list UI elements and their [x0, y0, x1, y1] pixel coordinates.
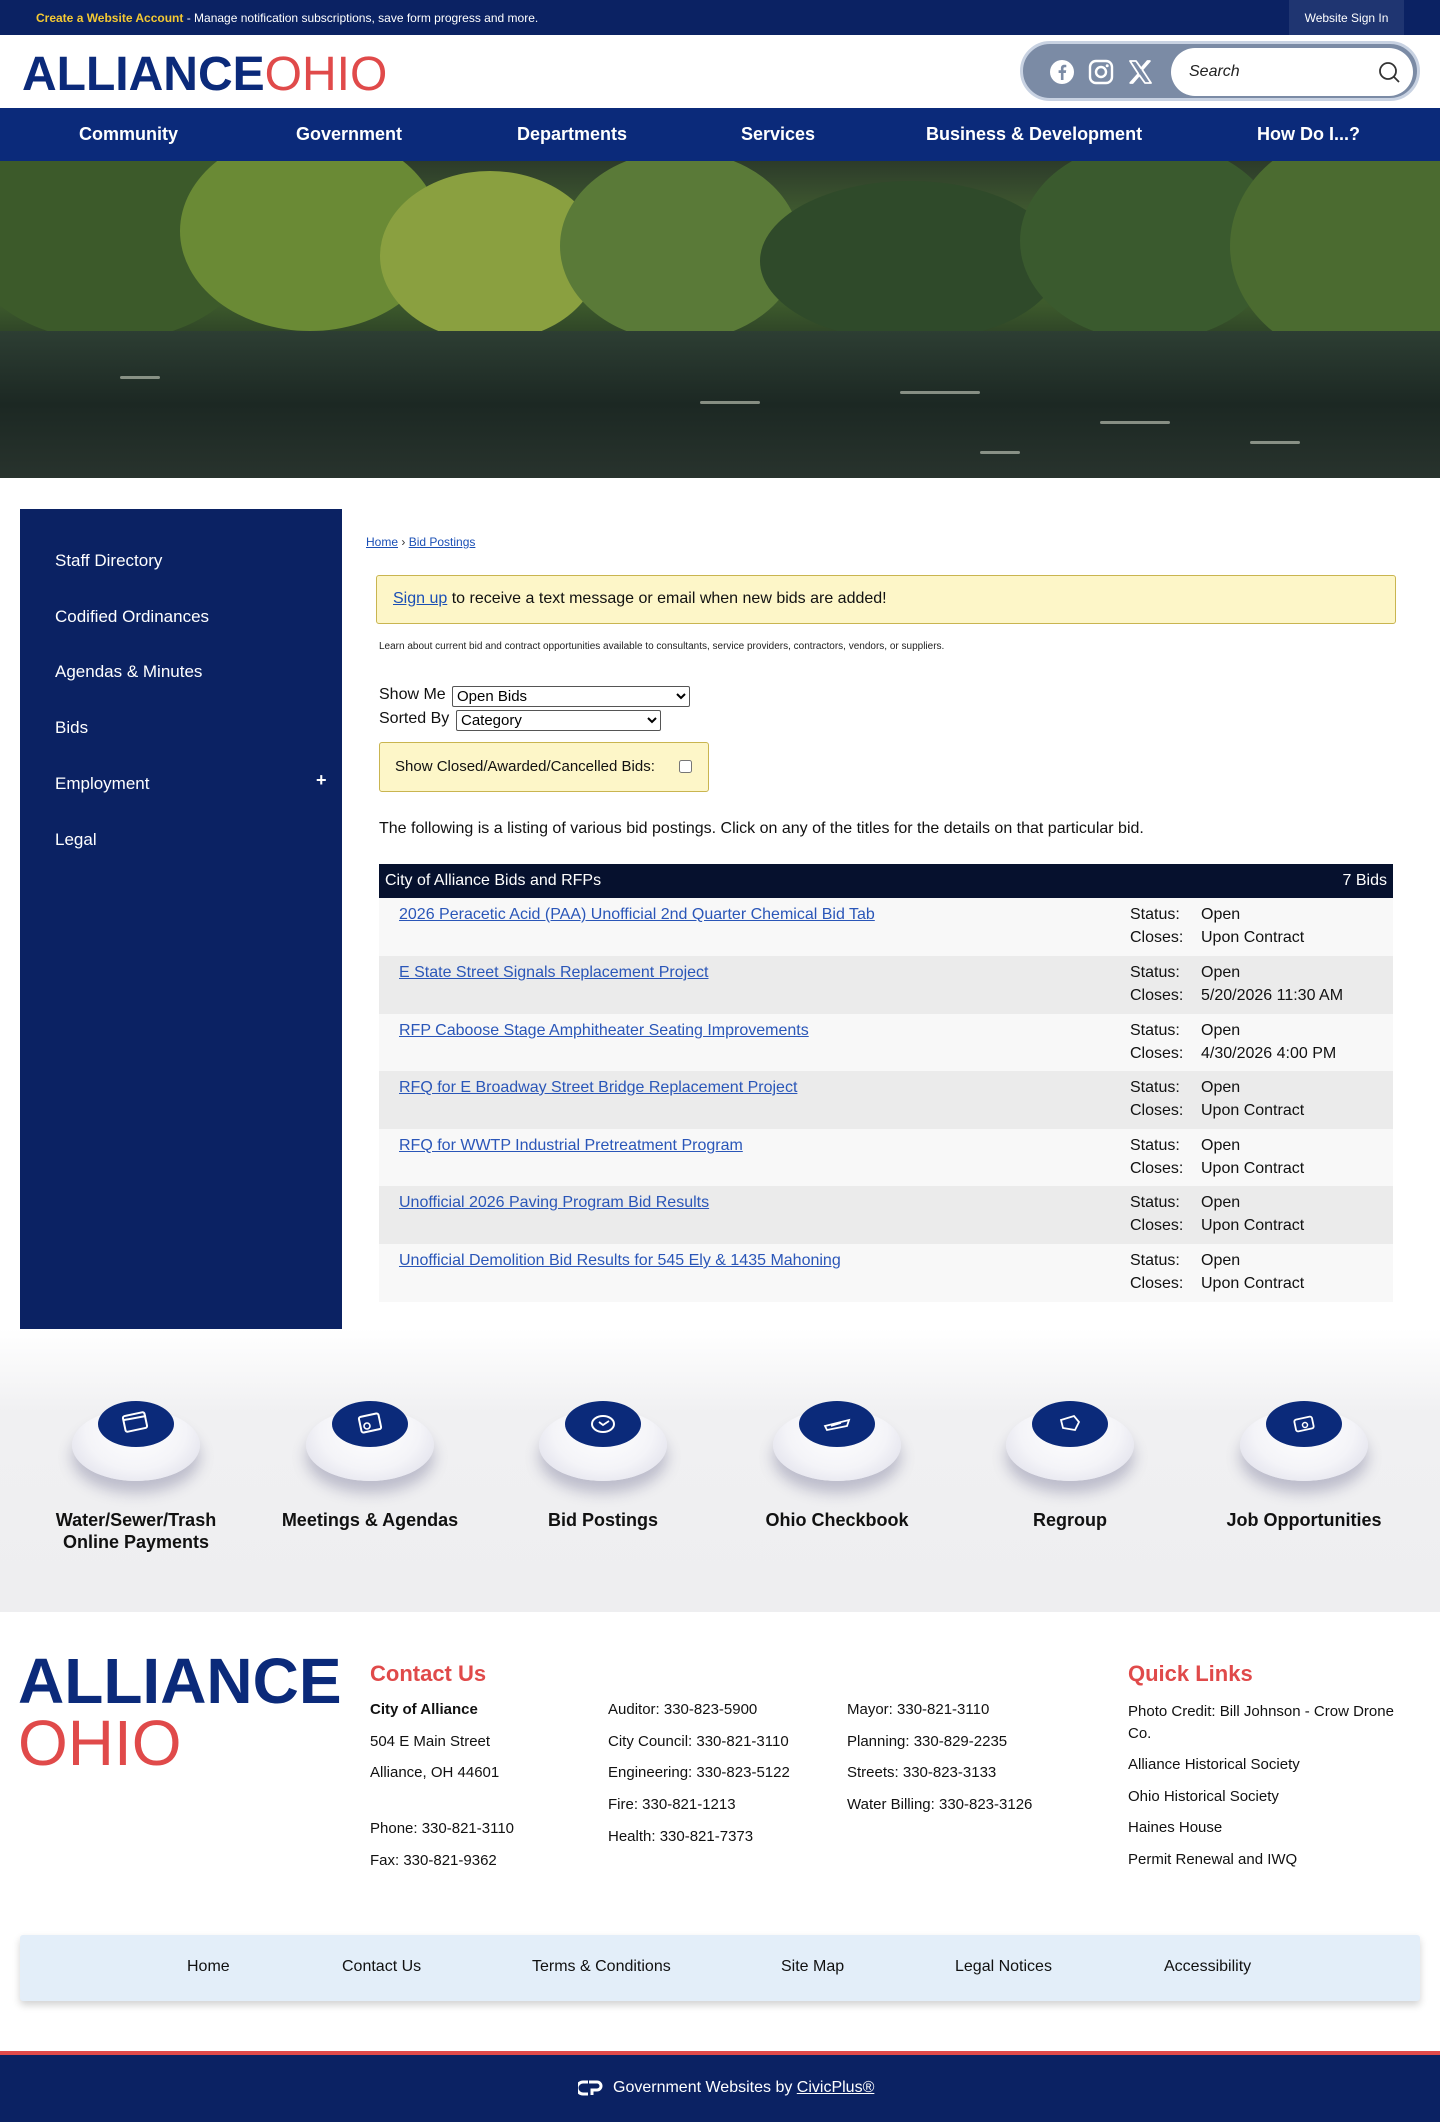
contact-mayor: Mayor: 330-821-3110	[847, 1701, 990, 1718]
bids-table-header	[379, 864, 1393, 898]
breadcrumb-home[interactable]: Home	[366, 535, 399, 549]
bids-count: 7 Bids	[1342, 872, 1387, 889]
nav-community[interactable]: Community	[79, 124, 178, 144]
social-search-pill	[1020, 41, 1420, 101]
status-value: Open	[1201, 1252, 1241, 1269]
website-sign-in-button[interactable]: Website Sign In	[1289, 0, 1404, 35]
closes-value: Upon Contract	[1201, 1217, 1305, 1234]
footer-logo-ohio: OHIO	[18, 1707, 182, 1779]
nav-departments[interactable]: Departments	[517, 124, 628, 144]
contact-auditor: Auditor: 330-823-5900	[608, 1701, 758, 1718]
account-message	[36, 11, 538, 25]
contact-health: Health: 330-821-7373	[608, 1828, 754, 1845]
sidebar-item-codified-ordinances[interactable]: Codified Ordinances	[55, 607, 210, 626]
quick-link-regroup[interactable]	[960, 1329, 1180, 1612]
nav-business-development[interactable]: Business & Development	[926, 124, 1143, 144]
bid-title-link[interactable]: Unofficial Demolition Bid Results for 545 Ely & 1435 Mahoning	[399, 1252, 841, 1269]
footer-logo-alliance: ALLIANCE	[18, 1645, 342, 1717]
credit-card-icon	[98, 1401, 174, 1447]
bid-title-link[interactable]: RFP Caboose Stage Amphitheater Seating Improvements	[399, 1022, 809, 1039]
footer-logo[interactable]	[18, 1645, 342, 1779]
learn-text: Learn about current bid and contract opportunities available to consultants, service providers, contractors, vendors, or suppliers.	[379, 641, 945, 652]
sidebar-item-employment[interactable]: Employment	[55, 774, 150, 793]
show-closed-label: Show Closed/Awarded/Cancelled Bids:	[395, 758, 655, 775]
status-label: Status:	[1130, 1022, 1180, 1039]
civicplus-link[interactable]: CivicPlus®	[796, 2079, 875, 2096]
show-me-select[interactable]	[452, 686, 690, 707]
quick-link-label: Water/Sewer/Trash Online Payments	[55, 1510, 217, 1552]
status-label: Status:	[1130, 906, 1180, 923]
contact-water-billing: Water Billing: 330-823-3126	[847, 1796, 1033, 1813]
bottom-link-contact-us[interactable]: Contact Us	[342, 1958, 422, 1975]
bid-title-link[interactable]: RFQ for E Broadway Street Bridge Replacement Project	[399, 1079, 798, 1096]
closes-label: Closes:	[1130, 929, 1184, 946]
closes-value: 5/20/2026 11:30 AM	[1201, 987, 1344, 1004]
x-twitter-icon[interactable]	[1126, 58, 1154, 86]
status-label: Status:	[1130, 1079, 1180, 1096]
quick-link-ohio-historical[interactable]: Ohio Historical Society	[1128, 1788, 1279, 1805]
status-value: Open	[1201, 1022, 1241, 1039]
contact-address-line1: 504 E Main Street	[370, 1733, 491, 1750]
bid-row	[379, 1186, 1393, 1244]
civicplus-text: Government Websites by	[613, 2079, 797, 2096]
breadcrumb-separator: ›	[398, 535, 409, 549]
facebook-icon[interactable]	[1048, 58, 1076, 86]
sidebar-menu	[20, 509, 342, 1329]
nav-services[interactable]: Services	[741, 124, 816, 144]
status-label: Status:	[1130, 1252, 1180, 1269]
contact-org: City of Alliance	[370, 1701, 478, 1718]
bid-title-link[interactable]: Unofficial 2026 Paving Program Bid Results	[399, 1194, 710, 1211]
bid-title-link[interactable]: RFQ for WWTP Industrial Pretreatment Program	[399, 1137, 743, 1154]
search-box	[1171, 48, 1413, 96]
status-value: Open	[1201, 906, 1241, 923]
bids-table-title: City of Alliance Bids and RFPs	[385, 872, 602, 889]
civicplus-bar	[0, 2055, 1440, 2122]
quick-links-heading: Quick Links	[1128, 1661, 1253, 1686]
quick-link-water-payments[interactable]	[26, 1329, 246, 1612]
status-value: Open	[1201, 1079, 1241, 1096]
contact-planning: Planning: 330-829-2235	[847, 1733, 1008, 1750]
contact-us-heading: Contact Us	[370, 1661, 487, 1686]
breadcrumb	[366, 535, 475, 549]
bottom-link-terms[interactable]: Terms & Conditions	[532, 1958, 671, 1975]
contact-address-line2: Alliance, OH 44601	[370, 1764, 500, 1781]
sidebar-item-legal[interactable]: Legal	[55, 830, 97, 849]
closes-value: Upon Contract	[1201, 1102, 1305, 1119]
expand-employment-icon[interactable]: +	[316, 770, 327, 790]
show-me-label: Show Me	[379, 686, 446, 703]
quick-link-label: Regroup	[1033, 1510, 1107, 1530]
bid-row	[379, 1071, 1393, 1129]
logo-ohio: OHIO	[264, 48, 388, 101]
bottom-link-legal-notices[interactable]: Legal Notices	[955, 1958, 1052, 1975]
bid-title-link[interactable]: 2026 Peracetic Acid (PAA) Unofficial 2nd Quarter Chemical Bid Tab	[399, 906, 875, 923]
contact-streets: Streets: 330-823-3133	[847, 1764, 997, 1781]
contact-engineering: Engineering: 330-823-5122	[608, 1764, 790, 1781]
closes-label: Closes:	[1130, 1102, 1184, 1119]
megaphone-icon	[1032, 1401, 1108, 1447]
closes-label: Closes:	[1130, 987, 1184, 1004]
bottom-link-accessibility[interactable]: Accessibility	[1164, 1958, 1252, 1975]
quick-link-label: Bid Postings	[547, 1510, 658, 1530]
status-label: Status:	[1130, 1137, 1180, 1154]
signup-text: to receive a text message or email when new bids are added!	[447, 590, 887, 607]
hero-banner-image	[0, 161, 1440, 478]
bid-row	[379, 1244, 1393, 1302]
closes-label: Closes:	[1130, 1045, 1184, 1062]
sidebar-item-bids[interactable]: Bids	[55, 718, 89, 737]
contact-fax: Fax: 330-821-9362	[370, 1852, 497, 1869]
listing-intro: The following is a listing of various bid postings. Click on any of the titles for the details on that particular bid.	[379, 820, 1144, 837]
main-navigation	[0, 108, 1440, 161]
nav-government[interactable]: Government	[296, 124, 403, 144]
sidebar-item-agendas-minutes[interactable]: Agendas & Minutes	[55, 662, 203, 681]
sorted-by-label: Sorted By	[379, 710, 450, 727]
bid-row	[379, 1014, 1393, 1072]
quick-link-permit-renewal[interactable]: Permit Renewal and IWQ	[1128, 1851, 1298, 1868]
nav-how-do-i[interactable]: How Do I...?	[1257, 124, 1360, 144]
contact-phone: Phone: 330-821-3110	[370, 1820, 515, 1837]
signup-link[interactable]: Sign up	[393, 590, 448, 607]
status-value: Open	[1201, 1137, 1241, 1154]
status-value: Open	[1201, 964, 1241, 981]
search-icon[interactable]	[1377, 60, 1401, 84]
closes-value: Upon Contract	[1201, 1275, 1305, 1292]
closes-label: Closes:	[1130, 1275, 1184, 1292]
show-closed-box	[379, 742, 709, 792]
quick-link-label: Job Opportunities	[1226, 1510, 1382, 1530]
bid-title-link[interactable]: E State Street Signals Replacement Project	[399, 964, 709, 981]
status-label: Status:	[1130, 964, 1180, 981]
bid-row	[379, 956, 1393, 1014]
gavel-icon	[565, 1401, 641, 1447]
civicplus-credit	[613, 2079, 874, 2097]
logo-alliance: ALLIANCE	[22, 48, 265, 101]
bottom-links-bar	[20, 1935, 1420, 2001]
quick-link-alliance-historical[interactable]: Alliance Historical Society	[1128, 1756, 1300, 1773]
instagram-icon[interactable]	[1087, 58, 1115, 86]
show-closed-checkbox[interactable]	[679, 760, 692, 773]
contact-fire: Fire: 330-821-1213	[608, 1796, 736, 1813]
quick-link-bid-postings[interactable]	[493, 1329, 713, 1612]
account-message-text: - Manage notification subscriptions, save form progress and more.	[183, 11, 539, 25]
top-utility-bar	[0, 0, 1440, 35]
quick-link-meetings-agendas[interactable]	[260, 1329, 480, 1612]
briefcase-icon	[1266, 1401, 1342, 1447]
signup-notice	[376, 575, 1396, 624]
checkbook-icon	[799, 1401, 875, 1447]
status-value: Open	[1201, 1194, 1241, 1211]
closes-label: Closes:	[1130, 1217, 1184, 1234]
bid-row	[379, 1129, 1393, 1187]
contact-city-council: City Council: 330-821-3110	[608, 1733, 789, 1750]
quick-link-photo-credit[interactable]: Photo Credit: Bill Johnson - Crow Drone Co.	[1128, 1703, 1394, 1742]
quick-link-ohio-checkbook[interactable]	[727, 1329, 947, 1612]
status-label: Status:	[1130, 1194, 1180, 1211]
sidebar-item-staff-directory[interactable]: Staff Directory	[55, 551, 163, 570]
quick-link-haines-house[interactable]: Haines House	[1128, 1819, 1223, 1836]
breadcrumb-bid-postings[interactable]: Bid Postings	[408, 535, 476, 549]
search-input[interactable]	[1189, 60, 1369, 84]
site-header	[0, 35, 1440, 108]
calendar-icon	[332, 1401, 408, 1447]
create-account-link[interactable]: Create a Website Account	[36, 11, 184, 25]
quick-links-band	[0, 1329, 1440, 1612]
closes-value: Upon Contract	[1201, 929, 1305, 946]
quick-link-label: Meetings & Agendas	[281, 1510, 459, 1530]
bottom-link-site-map[interactable]: Site Map	[781, 1958, 845, 1975]
closes-value: 4/30/2026 4:00 PM	[1201, 1045, 1337, 1062]
bid-row	[379, 898, 1393, 956]
closes-label: Closes:	[1130, 1160, 1184, 1177]
sorted-by-select[interactable]	[456, 710, 661, 731]
civicplus-logo-icon	[578, 2079, 604, 2097]
bottom-link-home[interactable]: Home	[187, 1958, 230, 1975]
quick-link-label: Ohio Checkbook	[765, 1510, 909, 1530]
quick-link-job-opportunities[interactable]	[1194, 1329, 1414, 1612]
site-logo[interactable]	[22, 47, 387, 102]
hero-water	[0, 331, 1440, 478]
closes-value: Upon Contract	[1201, 1160, 1305, 1177]
